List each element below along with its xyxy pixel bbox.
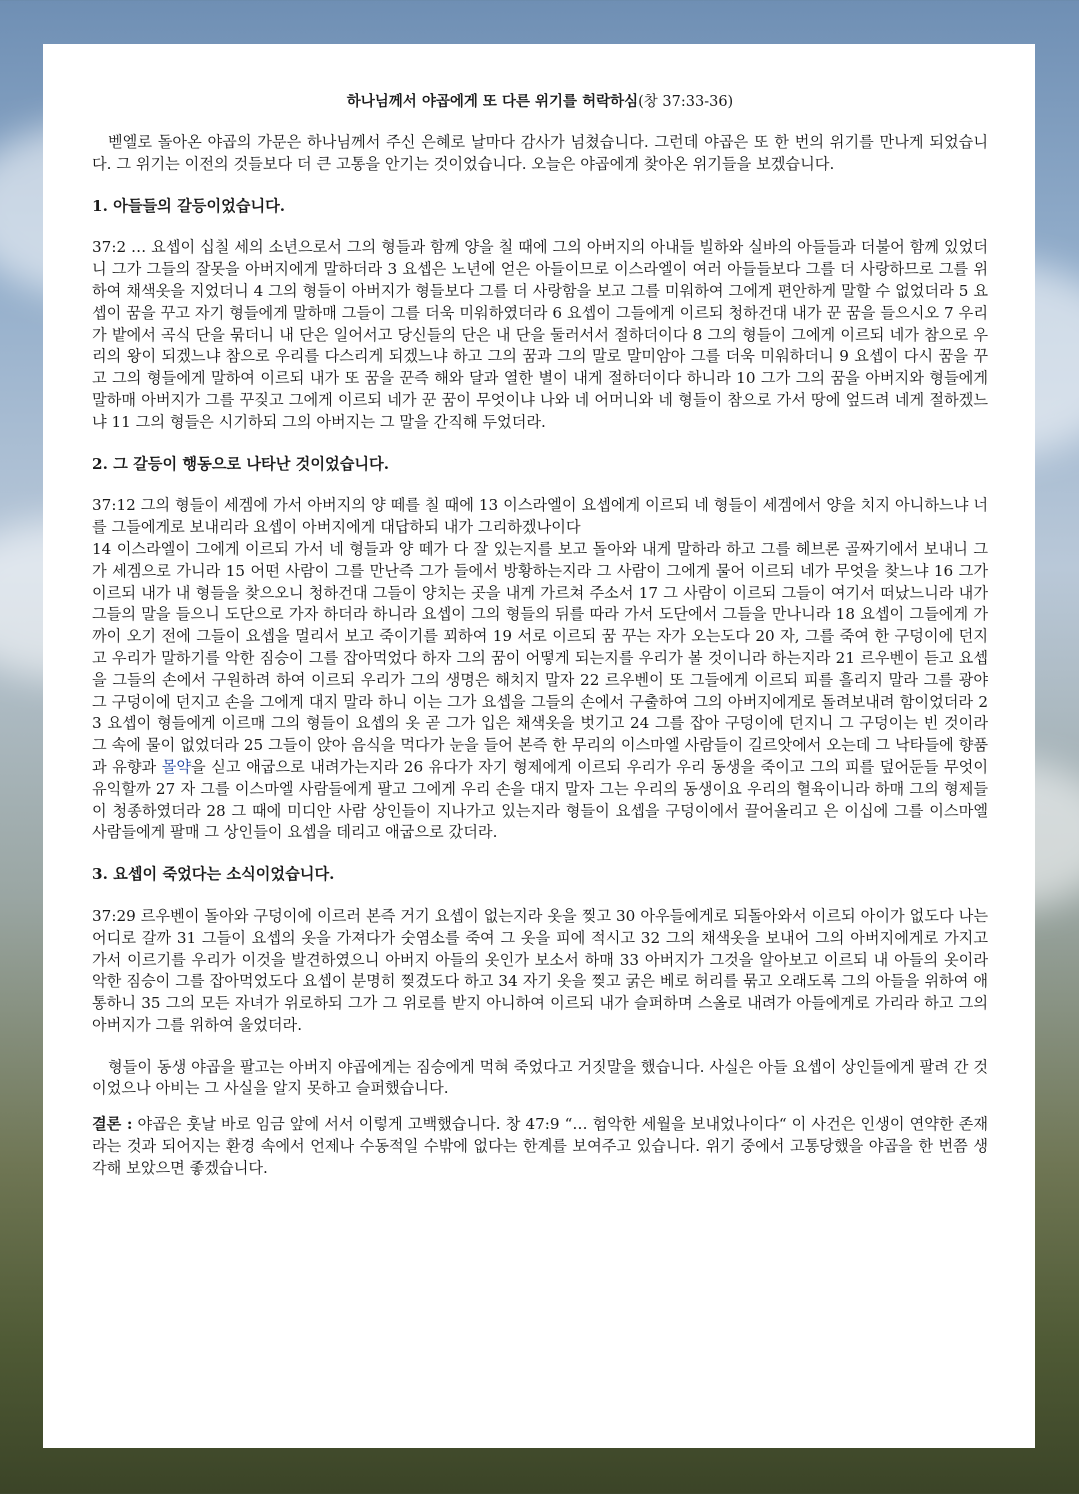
myrrh-link[interactable]: 몰약 — [161, 757, 192, 776]
section-2-scripture-b — [92, 539, 988, 844]
section-3-heading: 3. 요셉이 죽었다는 소식이었습니다. — [92, 865, 335, 884]
summary-paragraph: 형들이 동생 야곱을 팔고는 아버지 야곱에게는 짐승에게 먹혀 죽었다고 거짓말을 했습니다. 사실은 아들 요셉이 상인들에게 팔려 간 것이었으나 아비는 그 사실을 알지 못하고 슬퍼했습니다. — [92, 1057, 988, 1098]
section-3-scripture: 37:29 르우벤이 돌아와 구덩이에 이르러 본즉 거기 요셉이 없는지라 옷을 찢고 30 아우들에게로 되돌아와서 이르되 아이가 없도다 나는 어디로 갈까 31 그들이 요셉의 옷을 가져다가 숫염소를 죽여 그 옷을 피에 적시고 32 그의 채색옷을 보내어 그의 아버지에게로 가지고 가서 이르기를 우리가 이것을 발견하였으니 아버지 아들의 옷인가 보소서 하매 33 아버지가 그것을 알아보고 이르되 내 아들의 옷이라 악한 짐승이 그를 잡아먹었도다 요셉이 분명히 찢겼도다 하고 34 자기 옷을 찢고 굵은 베로 허리를 묶고 오래도록 그의 아들을 위하여 애통하니 35 그의 모든 자녀가 위로하되 그가 그 위로를 받지 아니하여 이르되 내가 슬퍼하며 스올로 내려가 아들에게로 가리라 하고 그의 아버지가 그를 위하여 울었더라. — [92, 906, 988, 1034]
title-reference: (창 37:33-36) — [638, 94, 734, 110]
section-1-scripture: 37:2 … 요셉이 십칠 세의 소년으로서 그의 형들과 함께 양을 칠 때에 그의 아버지의 아내들 빌하와 실바의 아들들과 더불어 함께 있었더니 그가 그들의 잘못을 아버지에게 말하더라 3 요셉은 노년에 얻은 아들이므로 이스라엘이 여러 아들들보다 그를 더 사랑하므로 그를 위하여 채색옷을 지었더니 4 그의 형들이 아버지가 형들보다 그를 더 사랑함을 보고 그를 미워하여 그에게 편안하게 말할 수 없었더라 5 요셉이 꿈을 꾸고 자기 형들에게 말하매 그들이 그를 더욱 미워하였더라 6 요셉이 그들에게 이르되 청하건대 내가 꾼 꿈을 들으시오 7 우리가 밭에서 곡식 단을 묶더니 내 단은 일어서고 당신들의 단은 내 단을 둘러서서 절하더이다 8 그의 형들이 그에게 이르되 네가 참으로 우리의 왕이 되겠느냐 참으로 우리를 다스리게 되겠느냐 하고 그의 꿈과 그의 말로 말미암아 그를 더욱 미워하더니 9 요셉이 다시 꿈을 꾸고 그의 형들에게 말하여 이르되 내가 또 꿈을 꾼즉 해와 달과 열한 별이 내게 절하더이다 하니라 10 그가 그의 꿈을 아버지와 형들에게 말하매 아버지가 그를 꾸짖고 그에게 이르되 네가 꾼 꿈이 무엇이냐 나와 네 어머니와 네 형들이 참으로 가서 땅에 엎드려 네게 절하겠느냐 11 그의 형들은 시기하되 그의 아버지는 그 말을 간직해 두었더라. — [92, 238, 988, 431]
document-title — [92, 92, 988, 112]
scripture-text: 14 이스라엘이 그에게 이르되 가서 네 형들과 양 떼가 다 잘 있는지를 보고 돌아와 내게 말하라 하고 그를 헤브론 골짜기에서 보내니 그가 세겜으로 가니라 15 어떤 사람이 그를 만난즉 그가 들에서 방황하는지라 그 사람이 그에게 물어 이르되 네가 무엇을 찾느냐 16 그가 이르되 내가 내 형들을 찾으오니 청하건대 그들이 양치는 곳을 내게 가르쳐 주소서 17 그 사람이 이르되 그들이 여기서 떠났느니라 내가 그들의 말을 들으니 도단으로 가자 하더라 하니라 요셉이 그의 형들의 뒤를 따라 가서 도단에서 그들을 만나니라 18 요셉이 그들에게 가까이 오기 전에 그들이 요셉을 멀리서 보고 죽이기를 꾀하여 19 서로 이르되 꿈 꾸는 자가 오는도다 20 자, 그를 죽여 한 구덩이에 던지고 우리가 말하기를 악한 짐승이 그를 잡아먹었다 하자 그의 꿈이 어떻게 되는지를 우리가 볼 것이니라 하는지라 21 르우벤이 듣고 요셉을 그들의 손에서 구원하려 하여 이르되 우리가 그의 생명은 해치지 말자 22 르우벤이 또 그들에게 이르되 피를 흘리지 말라 그를 광야 그 구덩이에 던지고 손을 그에게 대지 말라 하니 이는 그가 요셉을 그들의 손에서 구출하여 그의 아버지에게로 돌려보내려 함이었더라 23 요셉이 형들에게 이르매 그의 형들이 요셉의 옷 곧 그가 입은 채색옷을 벗기고 24 그를 잡아 구덩이에 던지니 그 구덩이는 빈 것이라 그 속에 물이 없었더라 25 그들이 앉아 음식을 먹다가 눈을 들어 본즉 한 무리의 이스마엘 사람들이 길르앗에서 오는데 그 낙타들에 향품과 유향과 — [92, 539, 988, 776]
title-text: 하나님께서 야곱에게 또 다른 위기를 허락하심 — [346, 93, 639, 110]
conclusion-label: 결론 : — [92, 1115, 133, 1134]
section-2-heading: 2. 그 갈등이 행동으로 나타난 것이었습니다. — [92, 454, 389, 473]
section-1-heading: 1. 아들들의 갈등이었습니다. — [92, 196, 286, 215]
scripture-text: 을 싣고 애굽으로 내려가는지라 26 유다가 자기 형제에게 이르되 우리가 우리 동생을 죽이고 그의 피를 덮어둔들 무엇이 유익할까 27 자 그를 이스마엘 사람들에게 팔고 그에게 우리 손을 대지 말자 그는 우리의 동생이요 우리의 혈육이니라 하매 그의 형제들이 청종하였더라 28 그 때에 미디안 사람 상인들이 지나가고 있는지라 형들이 요셉을 구덩이에서 끌어올리고 은 이십에 그를 이스마엘 사람들에게 팔매 그 상인들이 요셉을 데리고 애굽으로 갔더라. — [92, 757, 988, 842]
document-page — [43, 44, 1035, 1448]
section-2-scripture-a: 37:12 그의 형들이 세겜에 가서 아버지의 양 떼를 칠 때에 13 이스라엘이 요셉에게 이르되 네 형들이 세겜에서 양을 치지 아니하느냐 너를 그들에게로 보내리라 요셉이 아버지에게 대답하되 내가 그리하겠나이다 — [92, 496, 988, 537]
conclusion-paragraph — [92, 1114, 988, 1179]
intro-paragraph: 벧엘로 돌아온 야곱의 가문은 하나님께서 주신 은혜로 날마다 감사가 넘쳤습니다. 그런데 야곱은 또 한 번의 위기를 만나게 되었습니다. 그 위기는 이전의 것들보다 더 큰 고통을 안기는 것이었습니다. 오늘은 야곱에게 찾아온 위기들을 보겠습니다. — [92, 133, 988, 173]
conclusion-text: 야곱은 훗날 바로 임금 앞에 서서 이렇게 고백했습니다. 창 47:9 “… 험악한 세월을 보내었나이다“ 이 사건은 인생이 연약한 존재라는 것과 되어지는 환경 속에서 언제나 수동적일 수밖에 없다는 한계를 보여주고 있습니다. 위기 중에서 고통당했을 야곱을 한 번쯤 생각해 보았으면 좋겠습니다. — [92, 1115, 988, 1177]
